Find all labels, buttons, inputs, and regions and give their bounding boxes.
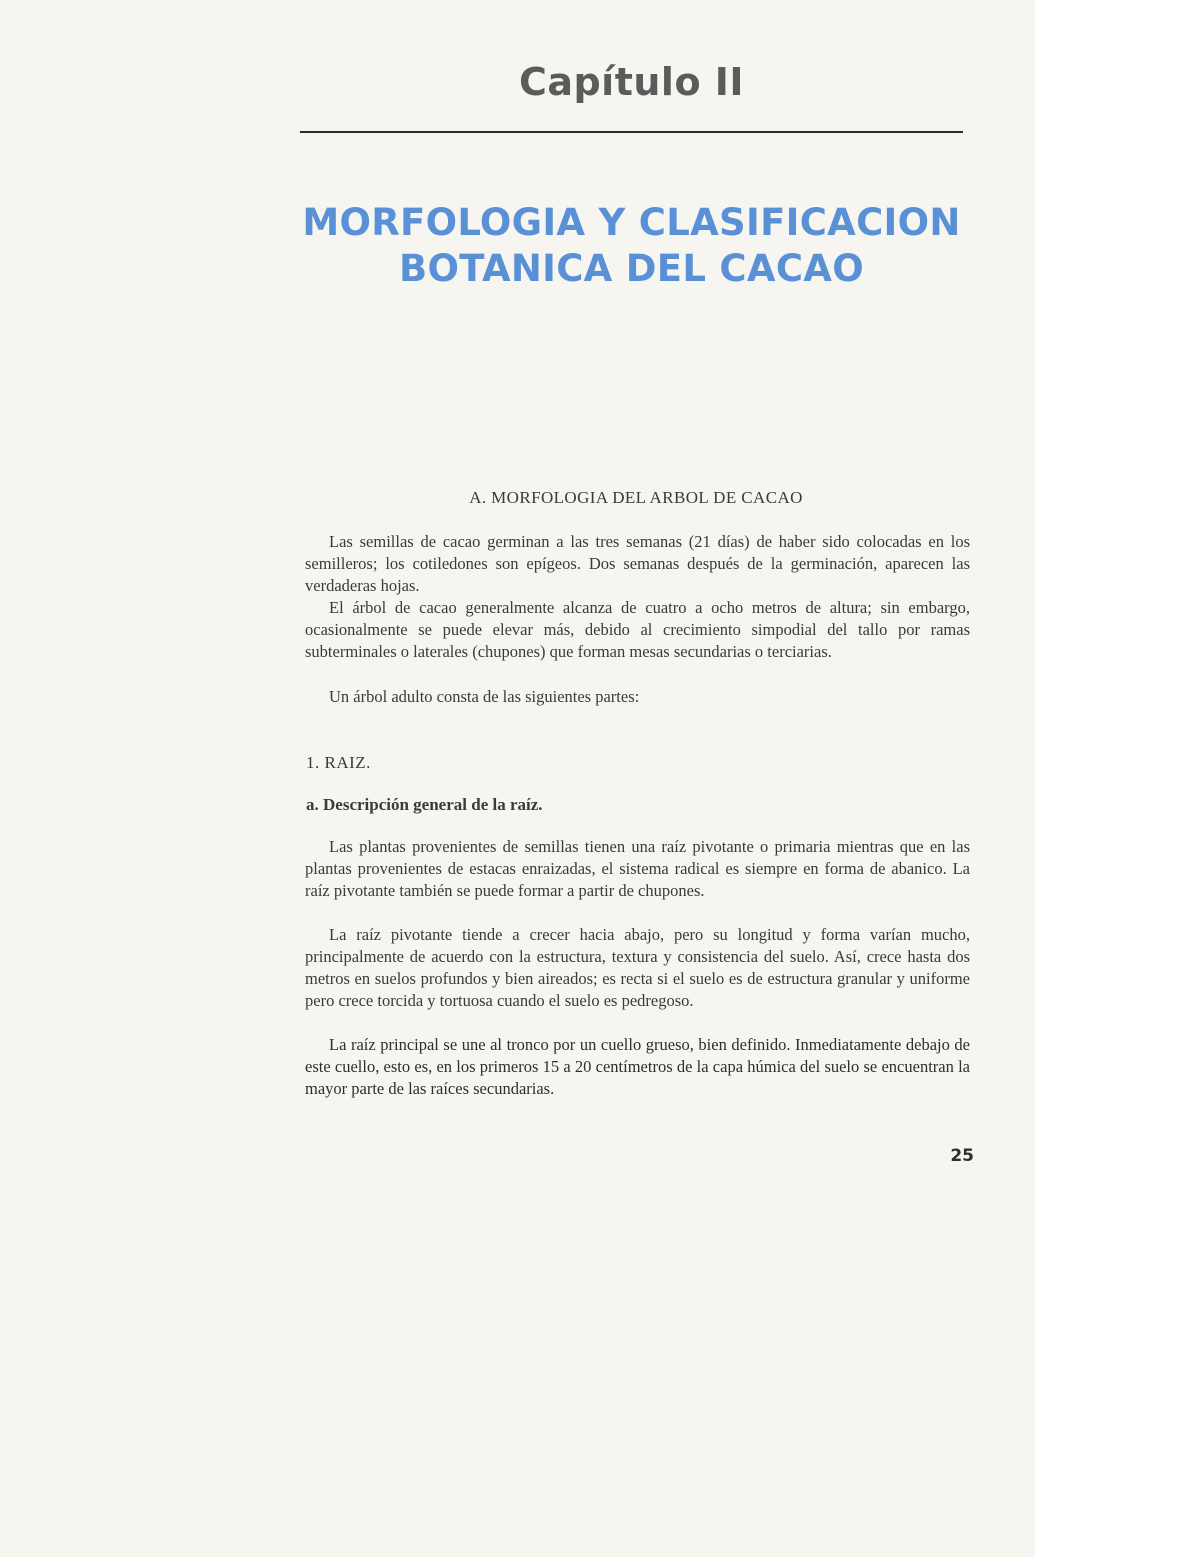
paragraph: El árbol de cacao generalmente alcanza de cuatro a ocho metros de altura; sin embargo, ocasionalmente se puede elevar más, debido al crecimiento simpodial del tallo por ramas subterminales o laterales (chupones) que forman mesas secundarias o terciarias. xyxy=(305,598,970,661)
section-heading-a: A. MORFOLOGIA DEL ARBOL DE CACAO xyxy=(469,488,803,507)
paragraph: La raíz pivotante tiende a crecer hacia abajo, pero su longitud y forma varían mucho, principalmente de acuerdo con la estructura, textura y consistencia del suelo. Así, crece hasta dos metros en suelos profundos y bien aireados; es recta si el suelo es de estructura granular y uniforme pero crece torcida y tortuosa cuando el suelo es pedregoso. xyxy=(305,925,970,1010)
paragraph: Un árbol adulto consta de las siguientes partes: xyxy=(329,687,640,706)
main-title xyxy=(300,200,963,292)
main-title-line-1: MORFOLOGIA Y CLASIFICACION xyxy=(302,201,961,244)
page-margin xyxy=(1035,0,1201,1557)
section-heading-raiz: 1. RAIZ. xyxy=(306,753,371,772)
subsection-heading: a. Descripción general de la raíz. xyxy=(306,795,543,814)
page-number: 25 xyxy=(950,1146,974,1166)
paragraph: La raíz principal se une al tronco por un cuello grueso, bien definido. Inmediatamente debajo de este cuello, esto es, en los primeros 15 a 20 centímetros de la capa húmica del suelo se encuentran la mayor parte de las raíces secundarias. xyxy=(305,1035,970,1098)
paragraph: Las plantas provenientes de semillas tienen una raíz pivotante o primaria mientras que en las plantas provenientes de estacas enraizadas, el sistema radical es siempre en forma de abanico. La raíz pivotante también se puede formar a partir de chupones. xyxy=(305,837,970,900)
chapter-divider xyxy=(300,131,963,133)
main-title-line-2: BOTANICA DEL CACAO xyxy=(399,247,864,290)
chapter-title: Capítulo II xyxy=(518,60,745,104)
paragraph: Las semillas de cacao germinan a las tres semanas (21 días) de haber sido colocadas en los semilleros; los cotiledones son epígeos. Dos semanas después de la germinación, aparecen las verdaderas hojas. xyxy=(305,532,970,595)
